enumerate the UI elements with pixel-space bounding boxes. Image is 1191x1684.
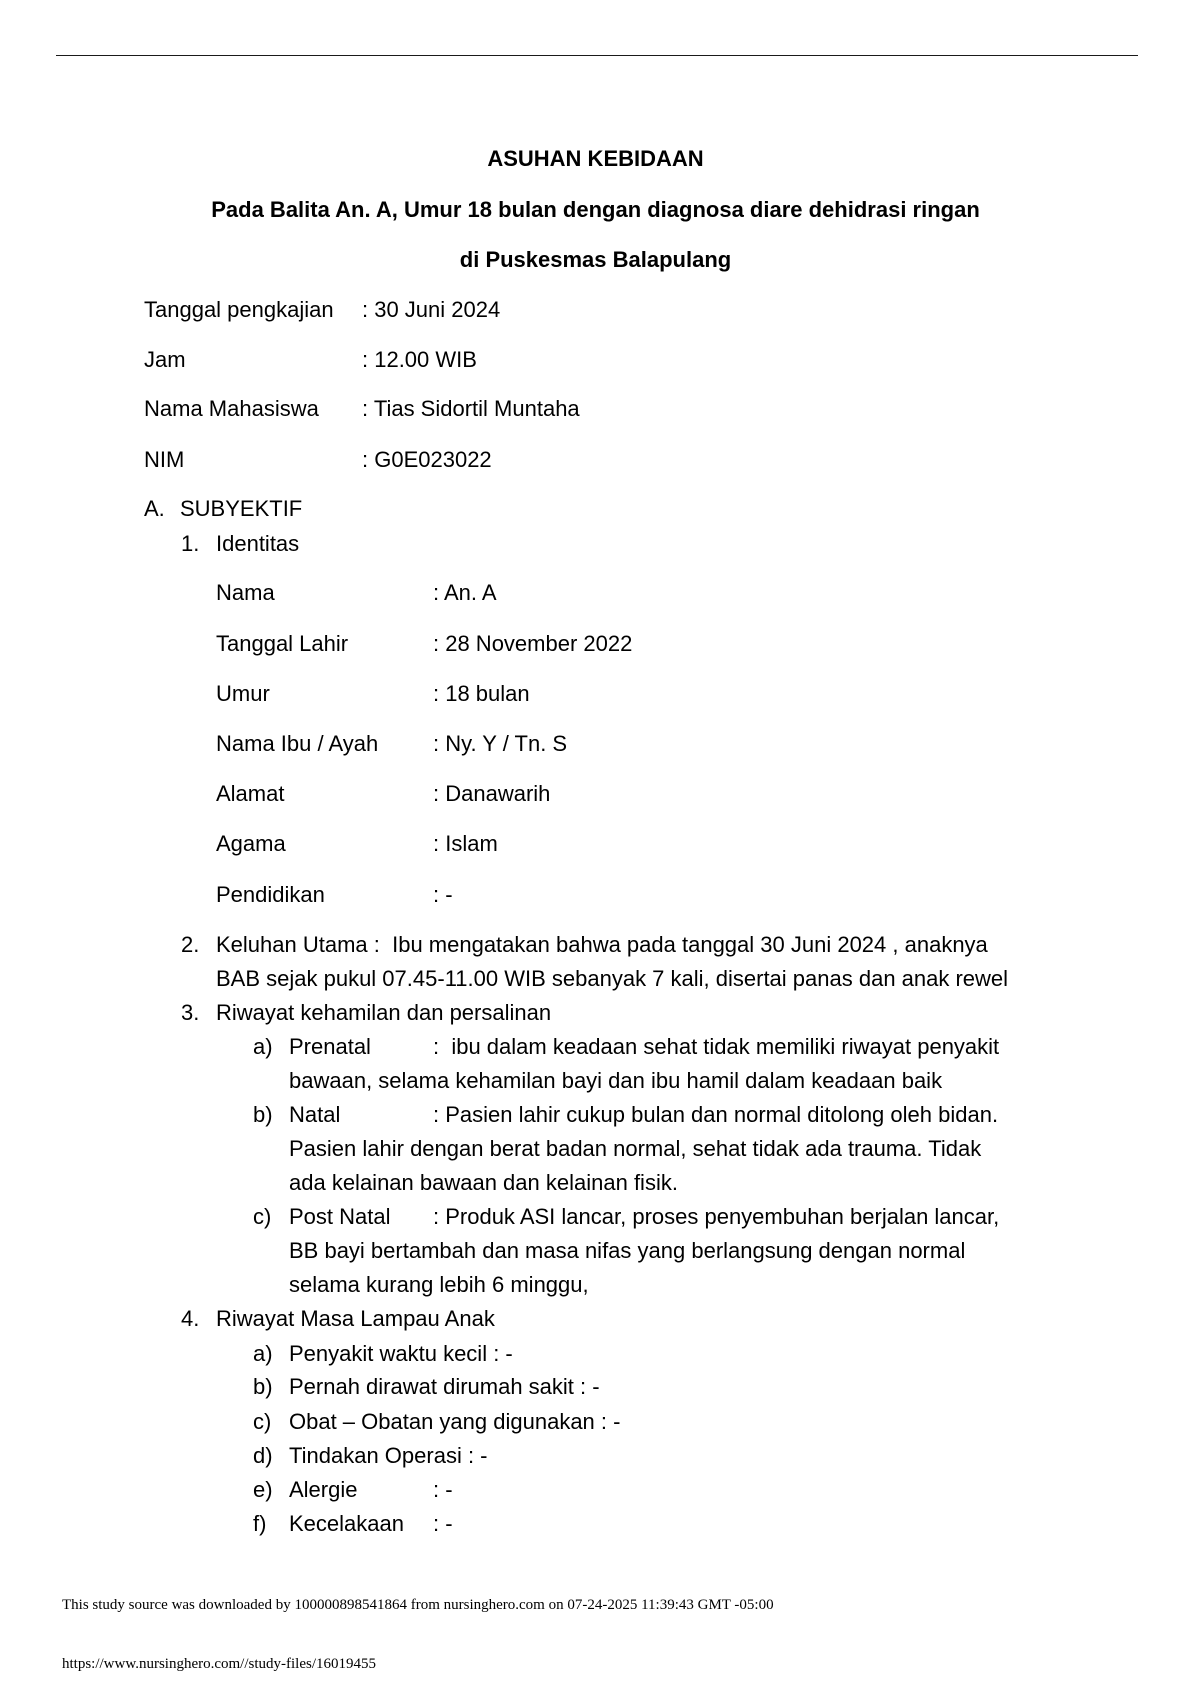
religion-label: Agama	[216, 831, 286, 856]
assessment-date-row	[0, 297, 1191, 323]
student-id-row	[0, 447, 1191, 473]
student-name-label: Nama Mahasiswa	[144, 396, 319, 421]
list-number: 1.	[181, 531, 200, 556]
assessment-time-row	[0, 347, 1191, 373]
child-history-title: Riwayat Masa Lampau Anak	[216, 1306, 495, 1331]
postnatal-continuation	[0, 1272, 1191, 1298]
assessment-time-value: : 12.00 WIB	[362, 347, 477, 372]
student-name-value: : Tias Sidortil Muntaha	[362, 396, 580, 421]
patient-name-label: Nama	[216, 580, 275, 605]
postnatal-continuation	[0, 1238, 1191, 1264]
item-marker: d)	[253, 1443, 273, 1468]
natal-label: Natal	[289, 1102, 341, 1127]
medication-text: Obat – Obatan yang digunakan : -	[289, 1409, 621, 1434]
footer-url-row	[0, 1655, 1191, 1673]
chief-complaint-continuation	[0, 966, 1191, 992]
footer-url: https://www.nursinghero.com//study-files/16019455	[62, 1656, 377, 1672]
postnatal-text: BB bayi bertambah dan masa nifas yang berlangsung dengan normal	[289, 1238, 966, 1263]
allergy-item	[0, 1477, 1191, 1503]
document-title: ASUHAN KEBIDAAN	[487, 146, 704, 171]
natal-text: : Pasien lahir cukup bulan dan normal ditolong oleh bidan.	[433, 1102, 999, 1127]
item-marker: c)	[253, 1409, 272, 1434]
prenatal-text: : ibu dalam keadaan sehat tidak memiliki riwayat penyakit	[433, 1034, 1000, 1059]
student-name-row	[0, 396, 1191, 422]
assessment-time-label: Jam	[144, 347, 186, 372]
patient-name-row	[0, 580, 1191, 606]
accident-value: : -	[433, 1511, 453, 1536]
list-number: 2.	[181, 932, 200, 957]
footer-download-note-row	[0, 1596, 1191, 1614]
postnatal-item	[0, 1204, 1191, 1230]
item-marker: a)	[253, 1341, 273, 1366]
postnatal-label: Post Natal	[289, 1204, 391, 1229]
footer-download-note: This study source was downloaded by 100000898541864 from nursinghero.com on 07-24-2025 11:39:43 GMT -05:00	[62, 1597, 774, 1613]
natal-text: Pasien lahir dengan berat badan normal, sehat tidak ada trauma. Tidak	[289, 1136, 982, 1161]
age-label: Umur	[216, 681, 270, 706]
identity-heading	[0, 531, 1191, 557]
childhood-illness-text: Penyakit waktu kecil : -	[289, 1341, 513, 1366]
parents-name-value: : Ny. Y / Tn. S	[433, 731, 568, 756]
pregnancy-history-title: Riwayat kehamilan dan persalinan	[216, 1000, 552, 1025]
natal-continuation	[0, 1136, 1191, 1162]
religion-row	[0, 831, 1191, 857]
list-number: 4.	[181, 1306, 200, 1331]
patient-name-value: : An. A	[433, 580, 497, 605]
birth-date-label: Tanggal Lahir	[216, 631, 349, 656]
parents-name-row	[0, 731, 1191, 757]
assessment-date-label: Tanggal pengkajian	[144, 297, 334, 322]
hospitalization-item	[0, 1374, 1191, 1400]
child-history-heading	[0, 1306, 1191, 1332]
accident-item	[0, 1511, 1191, 1537]
chief-complaint-line: Keluhan Utama : Ibu mengatakan bahwa pada tanggal 30 Juni 2024 , anaknya	[216, 932, 988, 957]
address-label: Alamat	[216, 781, 285, 806]
education-label: Pendidikan	[216, 882, 325, 907]
parents-name-label: Nama Ibu / Ayah	[216, 731, 379, 756]
top-rule	[56, 55, 1138, 56]
childhood-illness-item	[0, 1341, 1191, 1367]
natal-continuation	[0, 1170, 1191, 1196]
item-marker: a)	[253, 1034, 273, 1059]
hospitalization-text: Pernah dirawat dirumah sakit : -	[289, 1374, 600, 1399]
student-id-value: : G0E023022	[362, 447, 492, 472]
allergy-label: Alergie	[289, 1477, 358, 1502]
natal-text: ada kelainan bawaan dan kelainan fisik.	[289, 1170, 678, 1195]
prenatal-text: bawaan, selama kehamilan bayi dan ibu hamil dalam keadaan baik	[289, 1068, 943, 1093]
list-number: 3.	[181, 1000, 200, 1025]
education-value: : -	[433, 882, 453, 907]
item-marker: c)	[253, 1204, 272, 1229]
prenatal-continuation	[0, 1068, 1191, 1094]
prenatal-item	[0, 1034, 1191, 1060]
surgery-text: Tindakan Operasi : -	[289, 1443, 488, 1468]
chief-complaint-row	[0, 932, 1191, 958]
address-row	[0, 781, 1191, 807]
postnatal-text: selama kurang lebih 6 minggu,	[289, 1272, 589, 1297]
birth-date-value: : 28 November 2022	[433, 631, 633, 656]
address-value: : Danawarih	[433, 781, 551, 806]
item-marker: b)	[253, 1374, 273, 1399]
identity-title: Identitas	[216, 531, 300, 556]
accident-label: Kecelakaan	[289, 1511, 404, 1536]
allergy-value: : -	[433, 1477, 453, 1502]
pregnancy-history-heading	[0, 1000, 1191, 1026]
document-subtitle: Pada Balita An. A, Umur 18 bulan dengan diagnosa diare dehidrasi ringan	[211, 197, 980, 222]
student-id-label: NIM	[144, 447, 185, 472]
section-title: SUBYEKTIF	[180, 496, 303, 521]
religion-value: : Islam	[433, 831, 498, 856]
item-marker: e)	[253, 1477, 273, 1502]
document-location: di Puskesmas Balapulang	[459, 247, 732, 272]
age-value: : 18 bulan	[433, 681, 530, 706]
surgery-item	[0, 1443, 1191, 1469]
item-marker: f)	[253, 1511, 267, 1536]
postnatal-text: : Produk ASI lancar, proses penyembuhan berjalan lancar,	[433, 1204, 1000, 1229]
birth-date-row	[0, 631, 1191, 657]
natal-item	[0, 1102, 1191, 1128]
education-row	[0, 882, 1191, 908]
section-marker: A.	[144, 496, 165, 521]
medication-item	[0, 1409, 1191, 1435]
section-a-heading	[0, 496, 1191, 522]
assessment-date-value: : 30 Juni 2024	[362, 297, 501, 322]
prenatal-label: Prenatal	[289, 1034, 371, 1059]
item-marker: b)	[253, 1102, 273, 1127]
age-row	[0, 681, 1191, 707]
chief-complaint-line: BAB sejak pukul 07.45-11.00 WIB sebanyak 7 kali, disertai panas dan anak rewel	[216, 966, 1009, 991]
